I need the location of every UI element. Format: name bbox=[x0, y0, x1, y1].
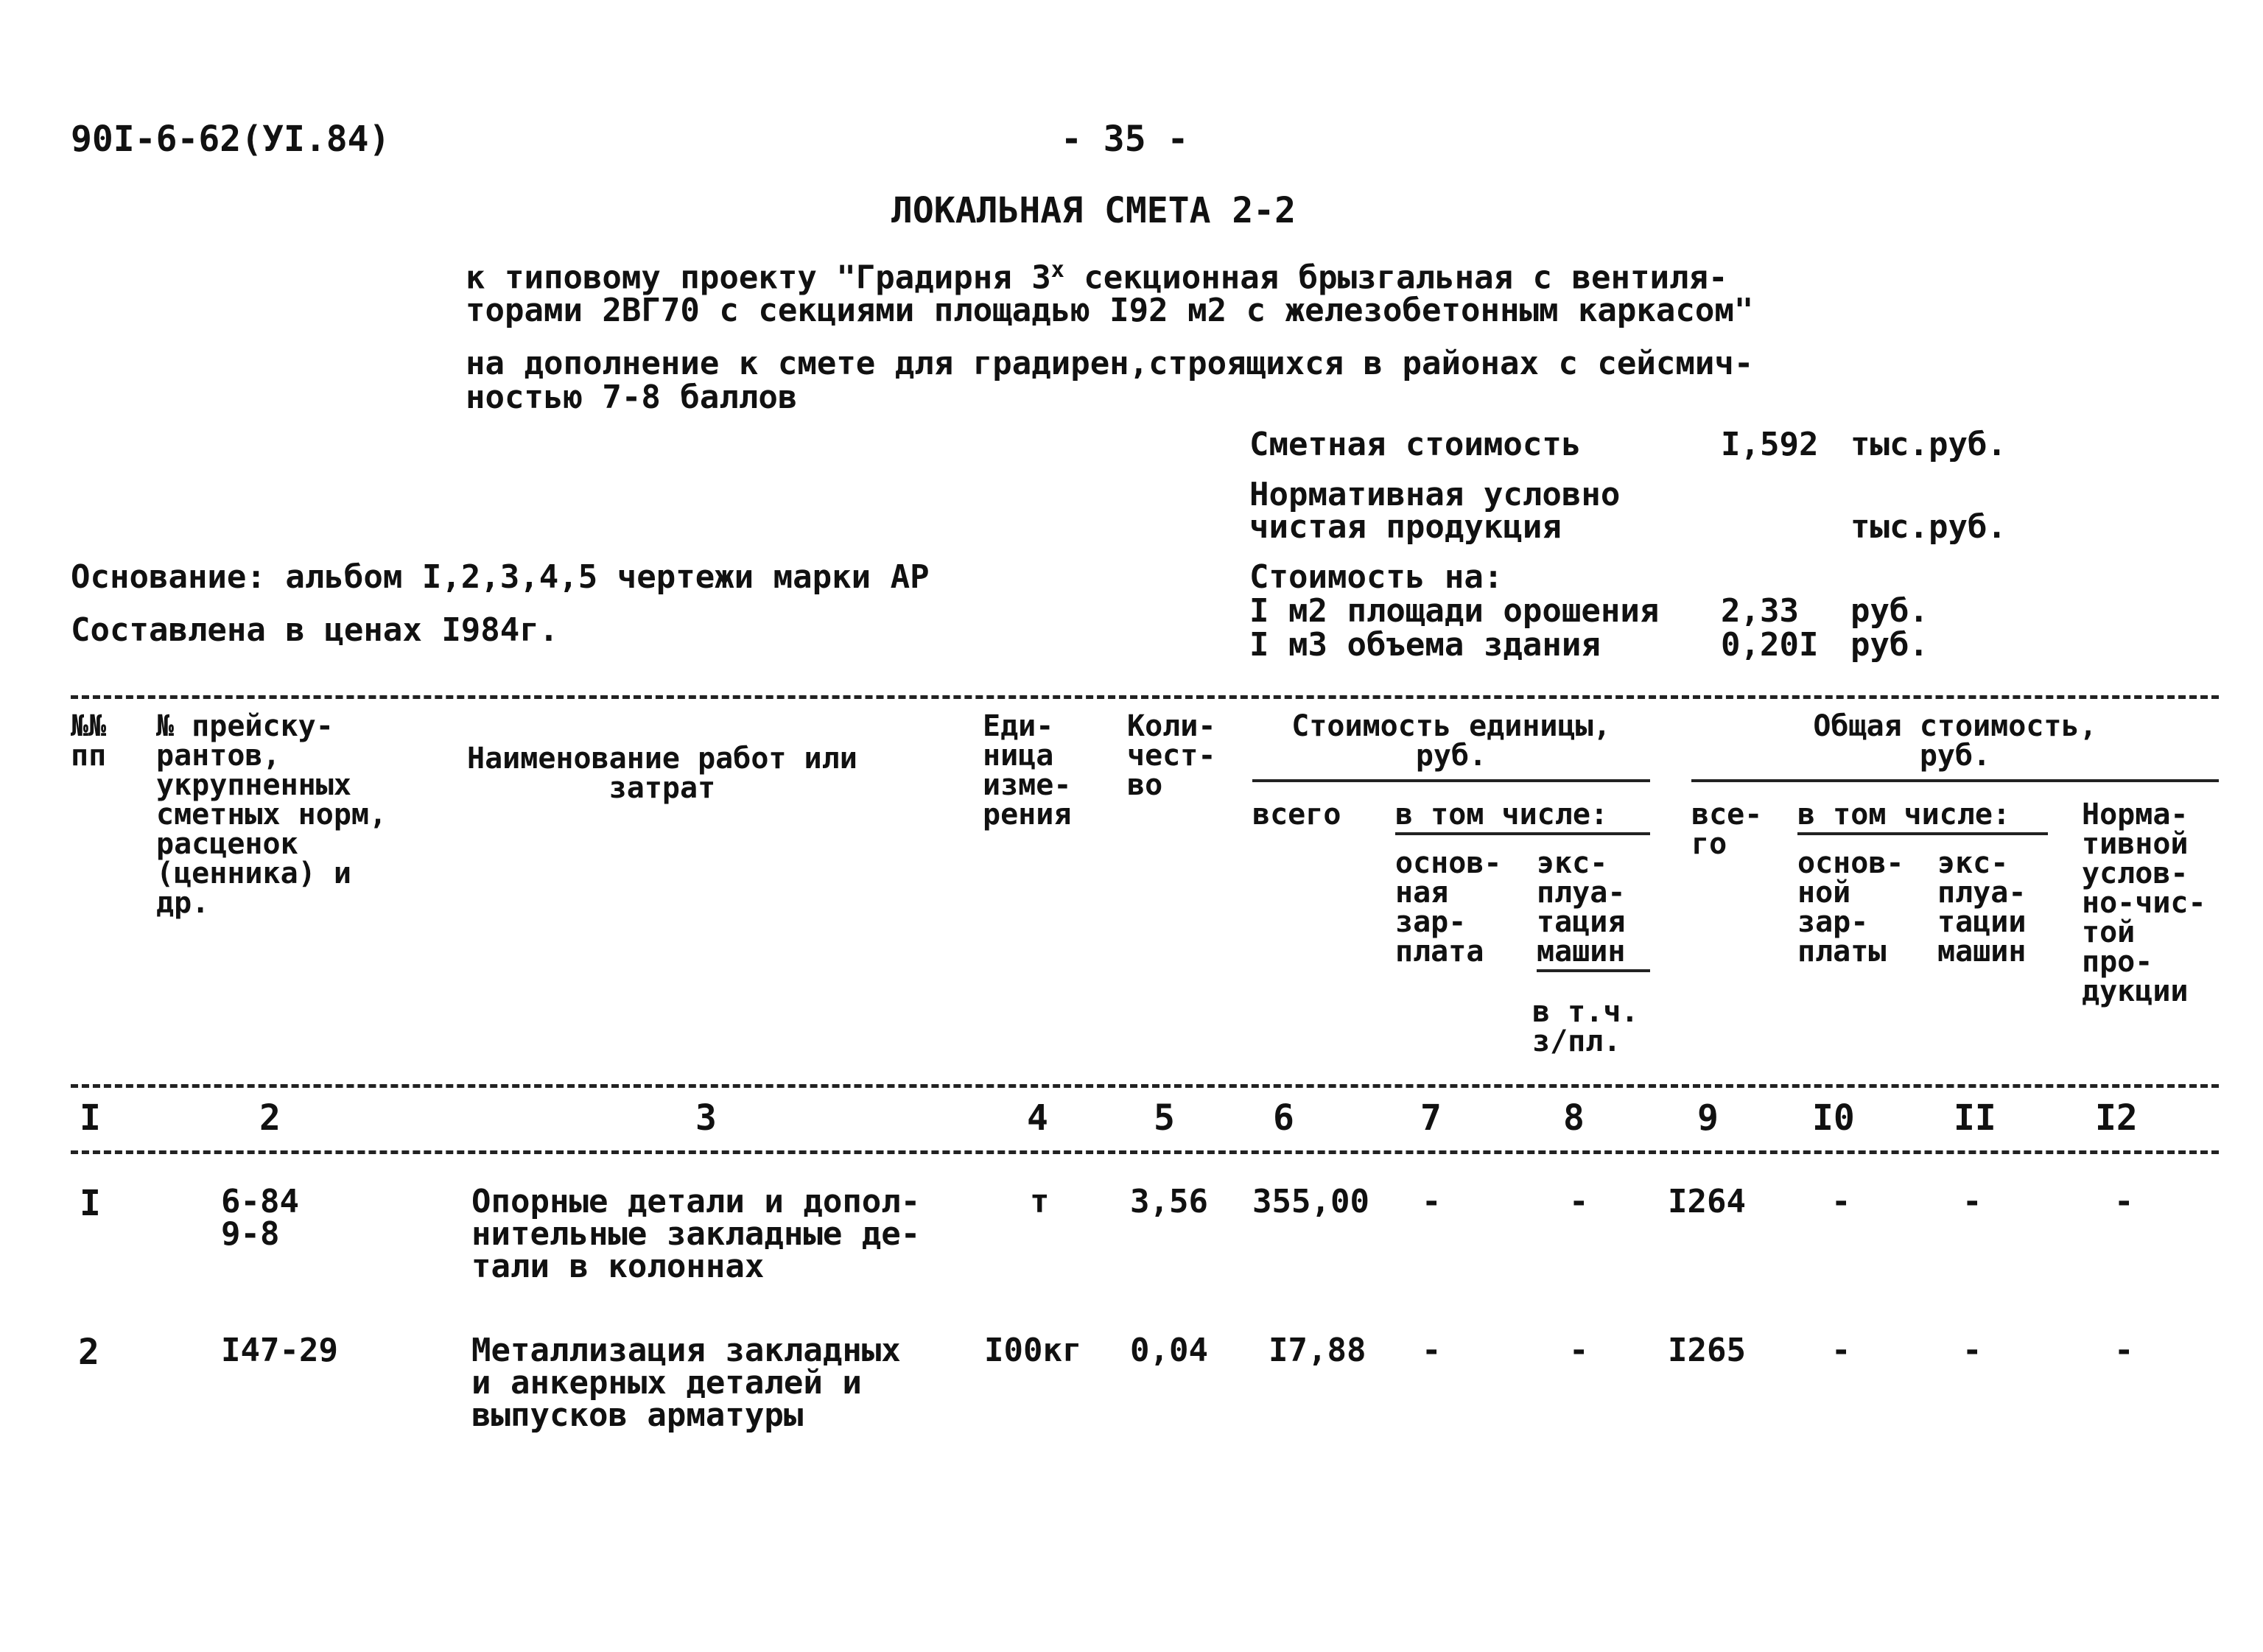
document-title: ЛОКАЛЬНАЯ СМЕТА 2-2 bbox=[891, 190, 1297, 231]
subtitle-line-4: ностью 7-8 баллов bbox=[466, 379, 798, 416]
total-cost-underline bbox=[1691, 779, 2219, 782]
subtitle-line-3: на дополнение к смете для градирен,строящихся в районах с сейсмич- bbox=[466, 345, 1754, 382]
header-col-2: № прейску- рантов, укрупненных сметных норм, расценок (ценника) и др. bbox=[156, 709, 387, 920]
net-product-label: Нормативная условно чистая продукция bbox=[1249, 476, 1621, 546]
column-number-4: 4 bbox=[1027, 1097, 1048, 1139]
row-unit-mach: - bbox=[1569, 1332, 1589, 1369]
header-unit-incl: в том числе: bbox=[1395, 798, 1608, 832]
row-name: Опорные детали и допол- нительные закладные де- тали в колоннах bbox=[471, 1183, 921, 1285]
row-unit-mach: - bbox=[1569, 1183, 1589, 1220]
estimated-cost-unit: тыс.руб. bbox=[1850, 426, 2007, 463]
column-number-1: I bbox=[80, 1097, 101, 1139]
row-unit-wage: - bbox=[1422, 1332, 1442, 1369]
header-col-1: №№ пп bbox=[71, 709, 107, 773]
column-number-12: I2 bbox=[2095, 1097, 2138, 1139]
column-number-9: 9 bbox=[1697, 1097, 1719, 1139]
per-m2-label: I м2 площади орошения bbox=[1249, 592, 1660, 630]
header-unit-wage: основ- ная зар- плата bbox=[1395, 846, 1502, 969]
row-unit-wage: - bbox=[1422, 1183, 1442, 1220]
header-unit-total: всего bbox=[1252, 798, 1341, 832]
net-product-unit: тыс.руб. bbox=[1850, 508, 2007, 546]
row-total-mach: - bbox=[1962, 1183, 1982, 1220]
row-unit: I00кг bbox=[984, 1332, 1082, 1369]
per-m2-value: 2,33 bbox=[1721, 592, 1799, 630]
prices-line: Составлена в ценах I984г. bbox=[71, 611, 559, 649]
column-number-7: 7 bbox=[1420, 1097, 1442, 1139]
header-total-cost: Общая стоимость, руб. bbox=[1813, 709, 2097, 773]
cost-per-label: Стоимость на: bbox=[1249, 558, 1504, 596]
header-total-norm: Норма- тивной услов- но-чис- той про- дукции bbox=[2082, 798, 2206, 1008]
table-top-border bbox=[71, 695, 2219, 699]
row-unit-total: I7,88 bbox=[1269, 1332, 1366, 1369]
column-number-5: 5 bbox=[1154, 1097, 1175, 1139]
row-total: I264 bbox=[1668, 1183, 1746, 1220]
unit-cost-underline bbox=[1252, 779, 1650, 782]
unit-incl-underline bbox=[1395, 832, 1650, 835]
row-total-norm: - bbox=[2114, 1183, 2134, 1220]
column-numbers-bottom-border bbox=[71, 1150, 2219, 1154]
column-number-8: 8 bbox=[1563, 1097, 1585, 1139]
column-number-2: 2 bbox=[259, 1097, 281, 1139]
column-numbers-top-border bbox=[71, 1084, 2219, 1088]
column-number-3: 3 bbox=[695, 1097, 717, 1139]
document-code: 90I-6-62(УI.84) bbox=[71, 119, 390, 160]
row-total-norm: - bbox=[2114, 1332, 2134, 1369]
header-total-wage: основ- ной зар- платы bbox=[1797, 846, 1904, 969]
estimated-cost-value: I,592 bbox=[1721, 426, 1819, 463]
page-number: - 35 - bbox=[1061, 119, 1189, 160]
basis-line: Основание: альбом I,2,3,4,5 чертежи марки АР bbox=[71, 558, 930, 596]
header-unit-cost: Стоимость единицы, руб. bbox=[1291, 709, 1611, 773]
column-number-10: I0 bbox=[1812, 1097, 1855, 1139]
row-unit: т bbox=[1030, 1183, 1050, 1220]
per-m3-value: 0,20I bbox=[1721, 626, 1819, 664]
header-unit-mach: экс- плуа- тация машин bbox=[1537, 846, 1626, 969]
row-code: 6-84 9-8 bbox=[221, 1183, 299, 1253]
subtitle-line-2: торами 2ВГ70 с секциями площадью I92 м2 с железобетонным каркасом" bbox=[466, 292, 1754, 329]
row-total: I265 bbox=[1668, 1332, 1746, 1369]
per-m3-unit: руб. bbox=[1850, 626, 1929, 664]
row-number: 2 bbox=[78, 1332, 99, 1373]
column-number-6: 6 bbox=[1273, 1097, 1294, 1139]
header-unit-mach-incl: в т.ч. з/пл. bbox=[1532, 995, 1639, 1058]
header-col-5: Коли- чест- во bbox=[1127, 709, 1216, 802]
header-col-3: Наименование работ или затрат bbox=[467, 742, 857, 805]
header-total-mach: экс- плуа- тации машин bbox=[1937, 846, 2027, 969]
header-total-incl: в том числе: bbox=[1797, 798, 2010, 832]
header-total-all: все- го bbox=[1691, 798, 1763, 861]
total-incl-underline bbox=[1797, 832, 2048, 835]
row-total-mach: - bbox=[1962, 1332, 1982, 1369]
header-col-4: Еди- ница изме- рения bbox=[983, 709, 1072, 832]
subtitle-line-1: к типовому проекту "Градирня $3^х$ секционная брызгальная с вентиля- bbox=[466, 257, 1728, 297]
row-qty: 3,56 bbox=[1130, 1183, 1208, 1220]
row-total-wage: - bbox=[1831, 1183, 1851, 1220]
row-name: Металлизация закладных и анкерных деталей и выпусков арматуры bbox=[471, 1332, 901, 1434]
row-code: I47-29 bbox=[221, 1332, 338, 1369]
row-number: I bbox=[80, 1183, 101, 1224]
estimated-cost-label: Сметная стоимость bbox=[1249, 426, 1582, 463]
per-m2-unit: руб. bbox=[1850, 592, 1929, 630]
unit-mach-underline bbox=[1537, 969, 1650, 972]
row-total-wage: - bbox=[1831, 1332, 1851, 1369]
per-m3-label: I м3 объема здания bbox=[1249, 626, 1601, 664]
column-number-11: II bbox=[1954, 1097, 1996, 1139]
row-unit-total: 355,00 bbox=[1252, 1183, 1369, 1220]
row-qty: 0,04 bbox=[1130, 1332, 1208, 1369]
